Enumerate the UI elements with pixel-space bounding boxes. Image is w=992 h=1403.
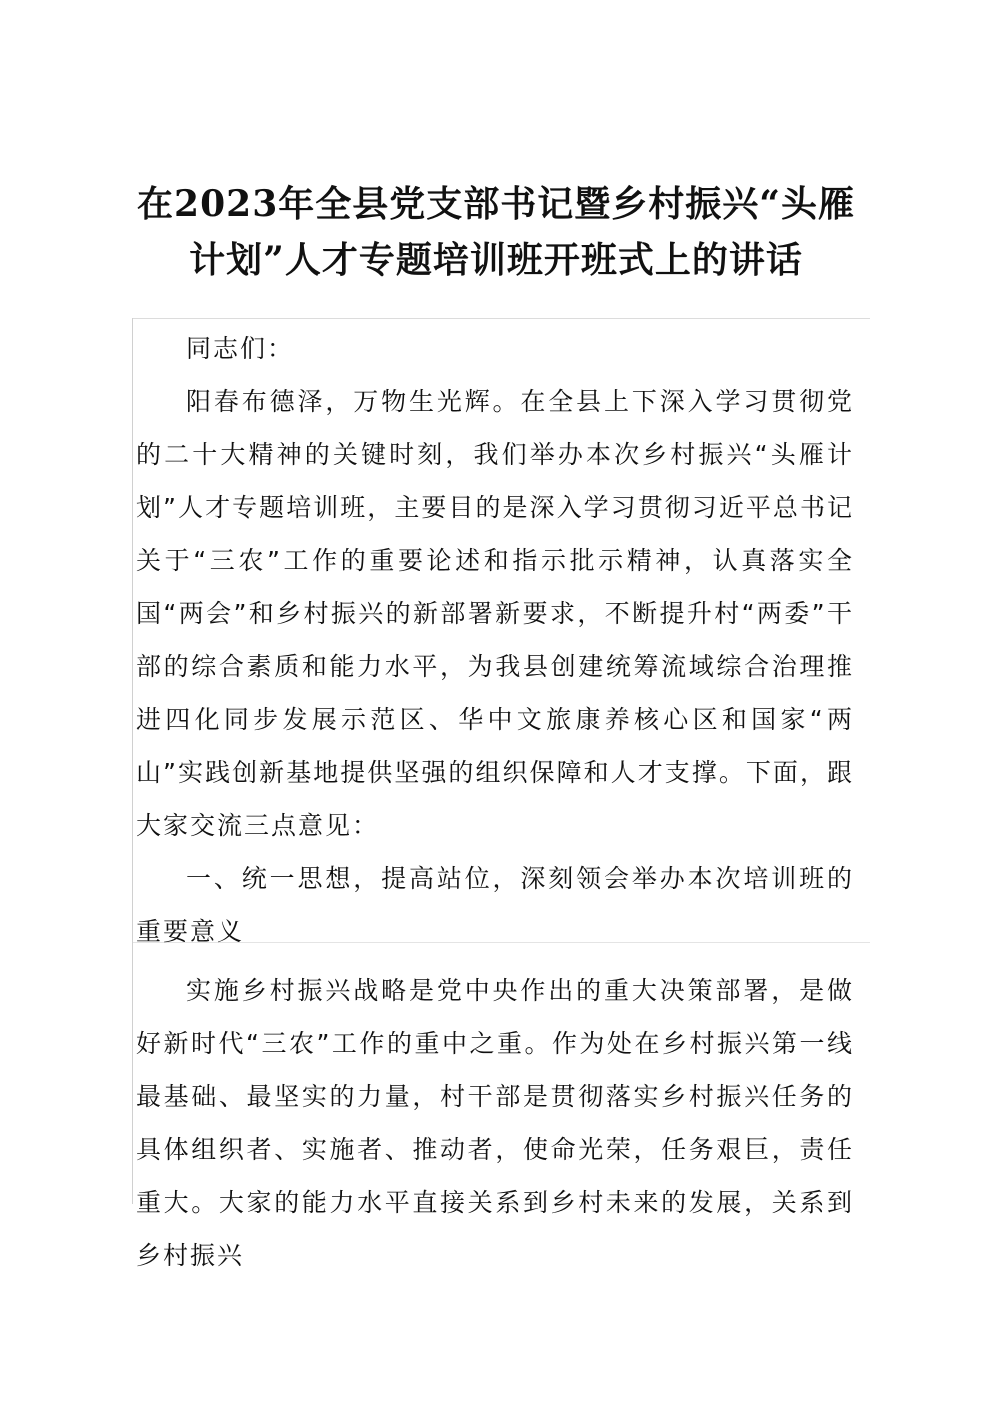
text-frame-left-border-lower: [132, 942, 133, 1204]
document-body: [136, 322, 854, 1282]
document-title: [110, 176, 882, 288]
paragraph-section-1: 实施乡村振兴战略是党中央作出的重大决策部署，是做好新时代“三农”工作的重中之重。作为处在乡村振兴第一线最基础、最坚实的力量，村干部是贯彻落实乡村振兴任务的具体组织者、实施者、推动者，使命光荣，任务艰巨，责任重大。大家的能力水平直接关系到乡村未来的发展，关系到乡村振兴: [136, 976, 854, 1270]
section-heading-1: 一、统一思想，提高站位，深刻领会举办本次培训班的重要意义: [136, 864, 854, 946]
text-frame-top-border: [132, 318, 870, 319]
paragraph-intro: 阳春布德泽，万物生光辉。在全县上下深入学习贯彻党的二十大精神的关键时刻，我们举办本次乡村振兴“头雁计划”人才专题培训班，主要目的是深入学习贯彻习近平总书记关于“三农”工作的重要论述和指示批示精神，认真落实全国“两会”和乡村振兴的新部署新要求，不断提升村“两委”干部的综合素质和能力水平，为我县创建统筹流域综合治理推进四化同步发展示范区、华中文旅康养核心区和国家“两山”实践创新基地提供坚强的组织保障和人才支撑。下面，跟大家交流三点意见：: [136, 387, 854, 840]
salutation: 同志们：: [186, 334, 295, 363]
text-frame-left-border: [132, 318, 133, 942]
title-line-2: 计划”人才专题培训班开班式上的讲话: [189, 239, 803, 281]
title-line-1: 在2023年全县党支部书记暨乡村振兴“头雁: [137, 183, 855, 225]
